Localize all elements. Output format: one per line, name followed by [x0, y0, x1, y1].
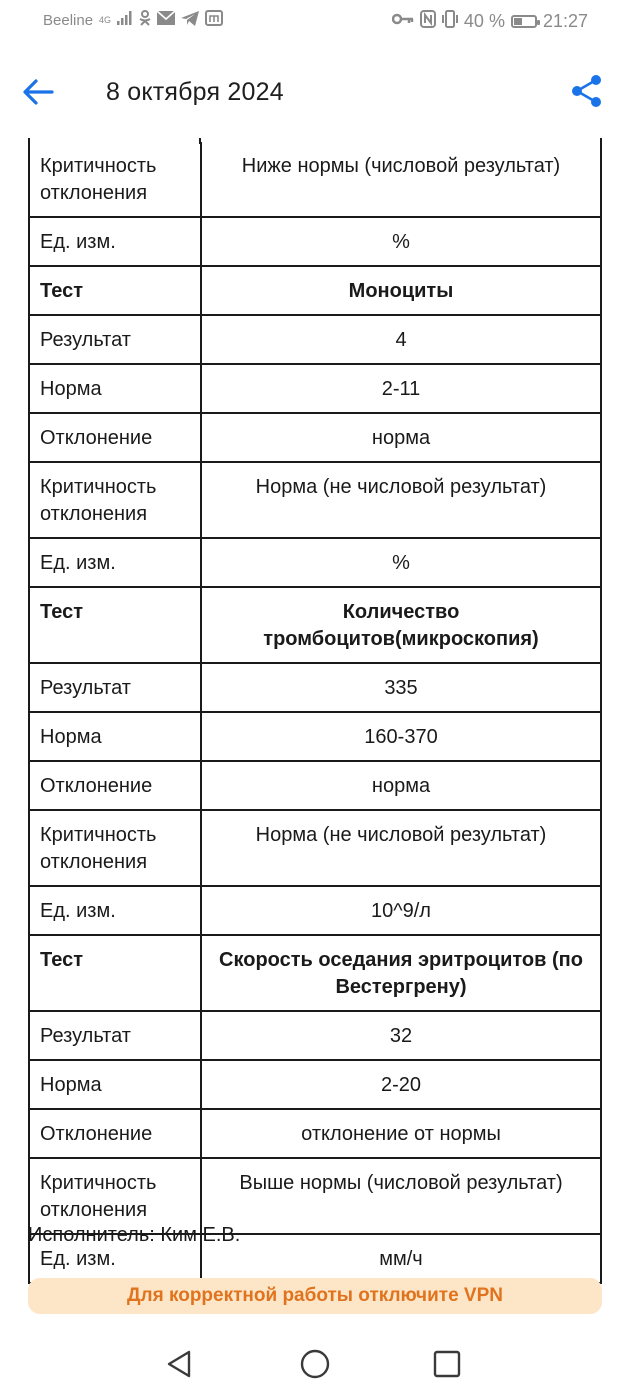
row-label: Тест	[29, 266, 201, 315]
row-value: норма	[201, 413, 601, 462]
table-row	[29, 1060, 601, 1109]
system-nav-bar	[0, 1330, 630, 1400]
row-value: Количество тромбоцитов(микроскопия)	[201, 587, 601, 663]
test-header-row	[29, 935, 601, 1011]
test-header-row	[29, 587, 601, 663]
row-label: Ед. изм.	[29, 1234, 201, 1283]
row-value: 160-370	[201, 712, 601, 761]
row-value: Ниже нормы (числовой результат)	[201, 142, 601, 217]
row-label: Результат	[29, 315, 201, 364]
table-row	[29, 810, 601, 886]
row-value: 2-20	[201, 1060, 601, 1109]
row-value: 10^9/л	[201, 886, 601, 935]
row-value: Скорость оседания эритроцитов (по Вестергрену)	[201, 935, 601, 1011]
row-value: %	[201, 538, 601, 587]
row-label: Критичность отклонения	[29, 1158, 201, 1234]
row-label: Ед. изм.	[29, 538, 201, 587]
app-bar	[0, 60, 630, 124]
vpn-notice-text: Для корректной работы отключите VPN	[126, 1285, 503, 1306]
row-value: 335	[201, 663, 601, 712]
row-label: Ед. изм.	[29, 217, 201, 266]
status-left	[43, 10, 223, 30]
row-value: 32	[201, 1011, 601, 1060]
table-row	[29, 712, 601, 761]
table-border-stub	[600, 138, 602, 144]
table-row	[29, 217, 601, 266]
triangle-back-icon[interactable]	[163, 1348, 195, 1385]
row-label: Ед. изм.	[29, 886, 201, 935]
table-row	[29, 1109, 601, 1158]
status-right	[392, 10, 588, 32]
row-label: Критичность отклонения	[29, 462, 201, 538]
share-icon[interactable]	[570, 74, 606, 110]
table-row	[29, 1011, 601, 1060]
row-value: мм/ч	[201, 1234, 601, 1283]
table-border-stub	[28, 138, 30, 144]
row-label: Норма	[29, 1060, 201, 1109]
table-row	[29, 462, 601, 538]
row-label: Результат	[29, 663, 201, 712]
key-icon	[392, 13, 414, 29]
executor-label: Исполнитель: Ким Е.В.	[28, 1224, 241, 1246]
table-row	[29, 761, 601, 810]
row-label: Отклонение	[29, 761, 201, 810]
row-label: Критичность отклонения	[29, 810, 201, 886]
row-value: 4	[201, 315, 601, 364]
table-row	[29, 142, 601, 217]
row-label: Тест	[29, 587, 201, 663]
row-value: Норма (не числовой результат)	[201, 462, 601, 538]
table-border-stub	[199, 138, 201, 144]
battery-percent: 40 %	[463, 10, 505, 31]
row-value: Норма (не числовой результат)	[201, 810, 601, 886]
row-label: Норма	[29, 364, 201, 413]
row-value: Моноциты	[201, 266, 601, 315]
telegram-icon	[181, 11, 199, 30]
circle-home-icon[interactable]	[299, 1348, 331, 1385]
signal-icon	[117, 11, 133, 29]
odnoklassniki-icon	[139, 10, 151, 30]
row-value: норма	[201, 761, 601, 810]
vpn-notice-banner	[28, 1278, 602, 1314]
row-label: Тест	[29, 935, 201, 1011]
battery-icon	[511, 15, 537, 28]
table-row	[29, 364, 601, 413]
vibrate-icon	[442, 10, 458, 32]
row-label: Отклонение	[29, 413, 201, 462]
row-value: %	[201, 217, 601, 266]
test-header-row	[29, 266, 601, 315]
square-recent-icon[interactable]	[433, 1350, 461, 1383]
clock: 21:27	[542, 10, 588, 31]
status-bar	[0, 0, 630, 44]
table-row	[29, 886, 601, 935]
row-value: Выше нормы (числовой результат)	[201, 1158, 601, 1234]
m-app-icon	[205, 10, 223, 30]
row-label: Результат	[29, 1011, 201, 1060]
row-label: Критичность отклонения	[29, 142, 201, 217]
results-table	[28, 142, 602, 1284]
table-row	[29, 413, 601, 462]
results-table-container	[28, 142, 602, 1284]
row-value: 2-11	[201, 364, 601, 413]
table-row	[29, 1158, 601, 1234]
nfc-icon	[420, 10, 436, 32]
table-row	[29, 663, 601, 712]
table-row	[29, 538, 601, 587]
arrow-left-icon[interactable]	[20, 74, 60, 110]
row-value: отклонение от нормы	[201, 1109, 601, 1158]
network-label: 4G	[99, 14, 112, 25]
mail-icon	[157, 11, 175, 29]
carrier-label: Beeline	[43, 11, 94, 29]
page-title: 8 октября 2024	[106, 78, 284, 106]
table-row	[29, 315, 601, 364]
row-label: Норма	[29, 712, 201, 761]
row-label: Отклонение	[29, 1109, 201, 1158]
